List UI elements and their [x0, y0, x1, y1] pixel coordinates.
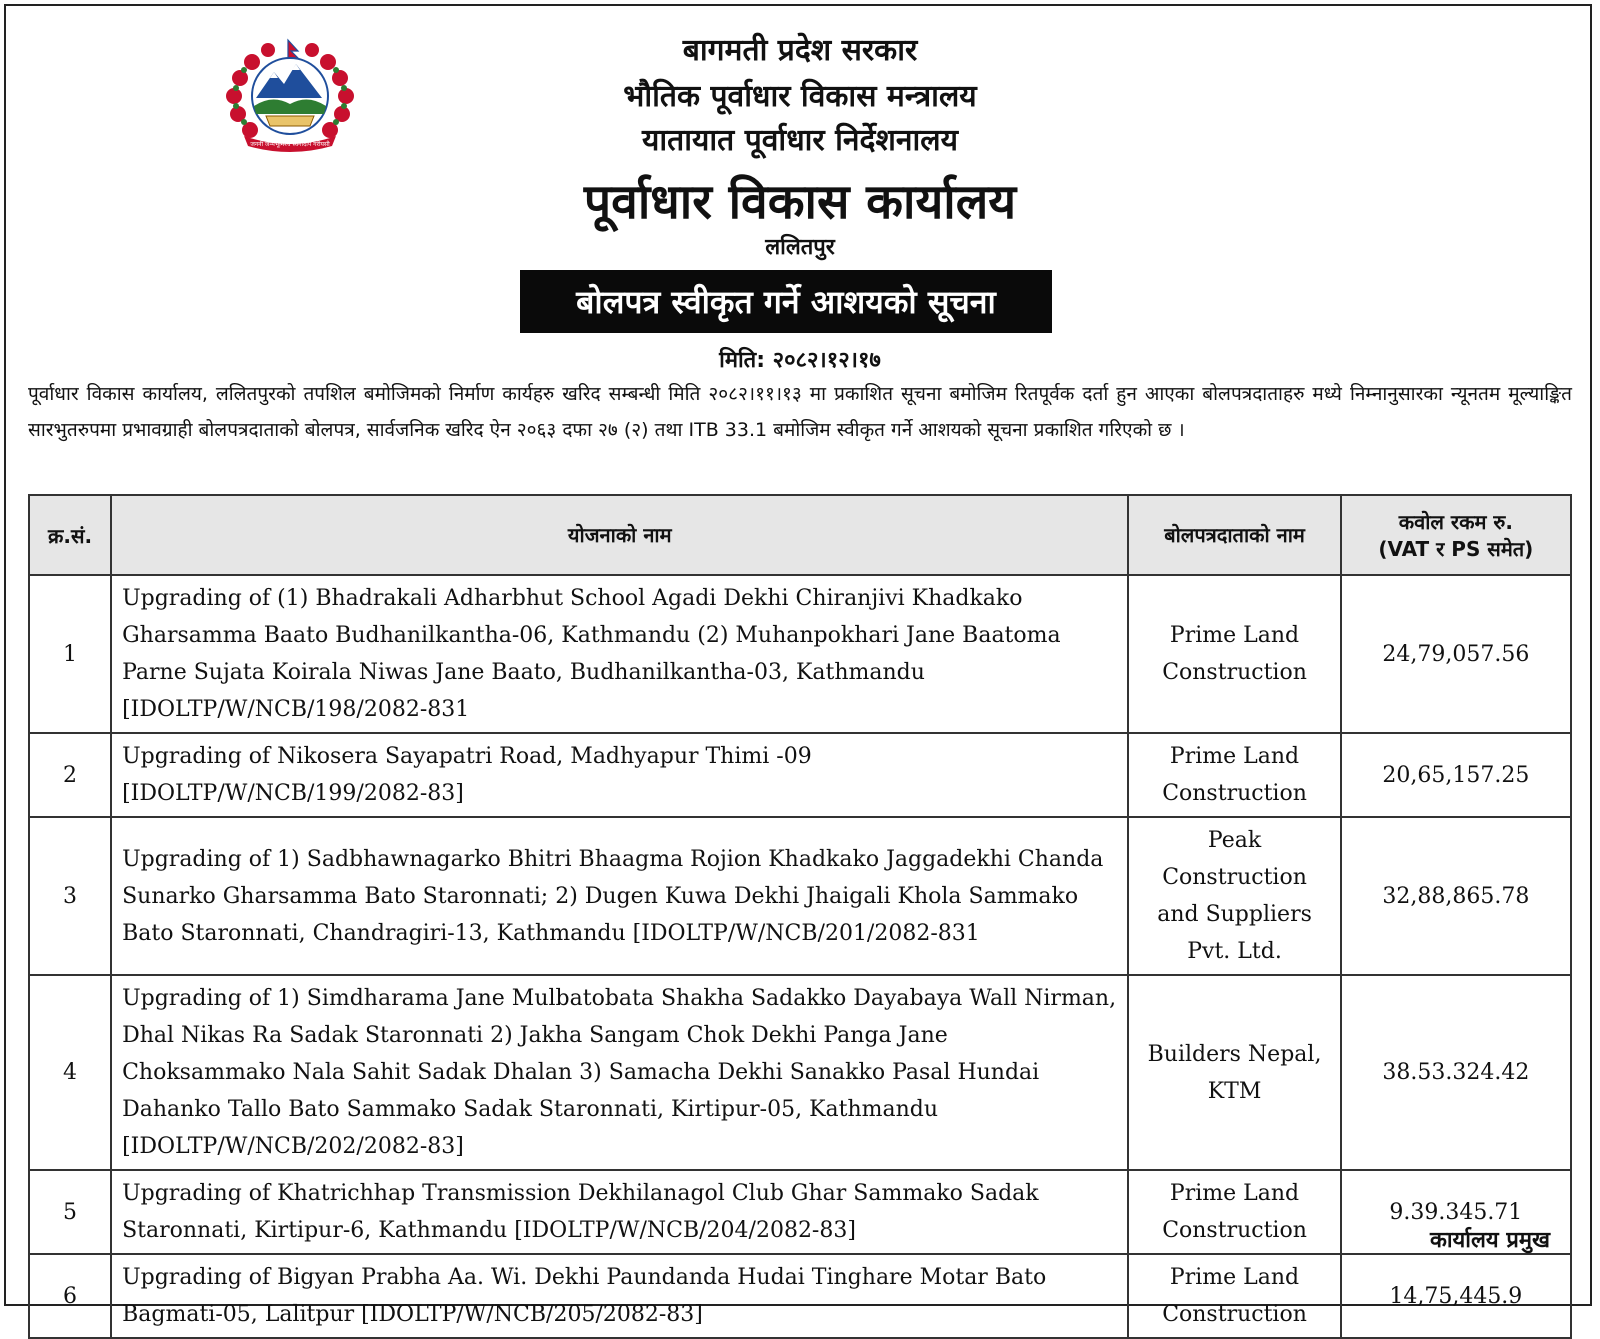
header-amount-line2: (VAT र PS समेत) — [1378, 537, 1534, 561]
notice-title: बोलपत्र स्वीकृत गर्ने आशयको सूचना — [576, 283, 996, 321]
row-sn: 4 — [29, 975, 111, 1170]
office-name: पूर्वाधार विकास कार्यालय — [583, 174, 1017, 230]
row-bidder: Prime Land Construction — [1128, 1170, 1340, 1254]
row-amount: 24,79,057.56 — [1341, 575, 1571, 733]
table-row — [29, 575, 1571, 733]
office-location: ललितपुर — [765, 235, 835, 260]
table-row — [29, 733, 1571, 817]
notice-date: मिति: २०८२।१२।१७ — [719, 348, 881, 373]
table-row — [29, 975, 1571, 1170]
row-project: Upgrading of Khatrichhap Transmission Dekhilanagol Club Ghar Sammako Sadak Staronnati, Kirtipur-6, Kathmandu [IDOLTP/W/NCB/204/2082-83] — [111, 1170, 1128, 1254]
header-amount-line1: कवोल रकम रु. — [1398, 510, 1513, 534]
row-amount: 32,88,865.78 — [1341, 817, 1571, 975]
row-project: Upgrading of 1) Sadbhawnagarko Bhitri Bhaagma Rojion Khadkako Jaggadekhi Chanda Sunarko Gharsamma Bato Staronnati; 2) Dugen Kuwa Dekhi Jhaigali Khola Sammako Bato Staronnati, Chandragiri-13, Kathmandu [IDOLTP/W/NCB/201/2082-831 — [111, 817, 1128, 975]
row-project: Upgrading of Nikosera Sayapatri Road, Madhyapur Thimi -09 [IDOLTP/W/NCB/199/2082-83] — [111, 733, 1128, 817]
row-bidder: Prime Land Construction — [1128, 575, 1340, 733]
award-table — [28, 494, 1572, 1339]
row-sn: 5 — [29, 1170, 111, 1254]
row-project: Upgrading of (1) Bhadrakali Adharbhut School Agadi Dekhi Chiranjivi Khadkako Gharsamma Baato Budhanilkantha-06, Kathmandu (2) Muhanpokhari Jane Baatoma Parne Sujata Koirala Niwas Jane Baato, Budhanilkantha-03, Kathmandu [IDOLTP/W/NCB/198/2082-831 — [111, 575, 1128, 733]
row-bidder: Prime Land Construction — [1128, 1254, 1340, 1338]
table-header-row — [29, 495, 1571, 575]
row-bidder: Builders Nepal, KTM — [1128, 975, 1340, 1170]
table-row — [29, 817, 1571, 975]
government-name: बागमती प्रदेश सरकार — [682, 33, 918, 68]
row-bidder: Peak Construction and Suppliers Pvt. Ltd. — [1128, 817, 1340, 975]
row-project: Upgrading of 1) Simdharama Jane Mulbatobata Shakha Sadakko Dayabaya Wall Nirman, Dhal Nikas Ra Sadak Staronnati 2) Jakha Sangam Chok Dekhi Panga Jane Choksammako Nala Sahit Sadak Dhalan 3) Samacha Dekhi Sanakko Pasal Hundai Dahanko Tallo Bato Sammako Sadak Staronnati, Kirtipur-05, Kathmandu [IDOLTP/W/NCB/202/2082-83] — [111, 975, 1128, 1170]
ministry-name: भौतिक पूर्वाधार विकास मन्त्रालय — [623, 79, 977, 114]
notice-title-banner — [520, 270, 1052, 333]
header-amount — [1341, 495, 1571, 575]
intro-paragraph: पूर्वाधार विकास कार्यालय, ललितपुरको तपशिल बमोजिमको निर्माण कार्यहरु खरिद सम्बन्धी मिति २०८२।११।१३ मा प्रकाशित सूचना बमोजिम रितपूर्वक दर्ता हुन आएका बोलपत्रदाताहरु मध्ये निम्नानुसारका न्यूनतम मूल्याङ्कित सारभुतरुपमा प्रभावग्राही बोलपत्रदाताको बोलपत्र, सार्वजनिक खरिद ऐन २०६३ दफा २७ (२) तथा ITB 33.1 बमोजिम स्वीकृत गर्ने आशयको सूचना प्रकाशित गरिएको छ । — [28, 383, 1572, 441]
signatory-title: कार्यालय प्रमुख — [1429, 1228, 1550, 1253]
row-amount: 20,65,157.25 — [1341, 733, 1571, 817]
row-bidder: Prime Land Construction — [1128, 733, 1340, 817]
row-amount: 38.53.324.42 — [1341, 975, 1571, 1170]
row-amount: 14,75,445.9 — [1341, 1254, 1571, 1338]
row-sn: 1 — [29, 575, 111, 733]
table-row — [29, 1170, 1571, 1254]
header-sn: क्र.सं. — [29, 495, 111, 575]
header-bidder: बोलपत्रदाताको नाम — [1128, 495, 1340, 575]
table-row — [29, 1254, 1571, 1338]
emblem-motto: जननी जन्मभूमिश्च स्वर्गादपि गरीयसी — [250, 141, 330, 148]
row-sn: 3 — [29, 817, 111, 975]
row-sn: 6 — [29, 1254, 111, 1338]
directorate-name: यातायात पूर्वाधार निर्देशनालय — [641, 123, 959, 158]
row-project: Upgrading of Bigyan Prabha Aa. Wi. Dekhi Paundanda Hudai Tinghare Motar Bato Bagmati-05, Lalitpur [IDOLTP/W/NCB/205/2082-83] — [111, 1254, 1128, 1338]
header-project: योजनाको नाम — [111, 495, 1128, 575]
row-sn: 2 — [29, 733, 111, 817]
row-amount: 9.39.345.71 — [1341, 1170, 1571, 1254]
